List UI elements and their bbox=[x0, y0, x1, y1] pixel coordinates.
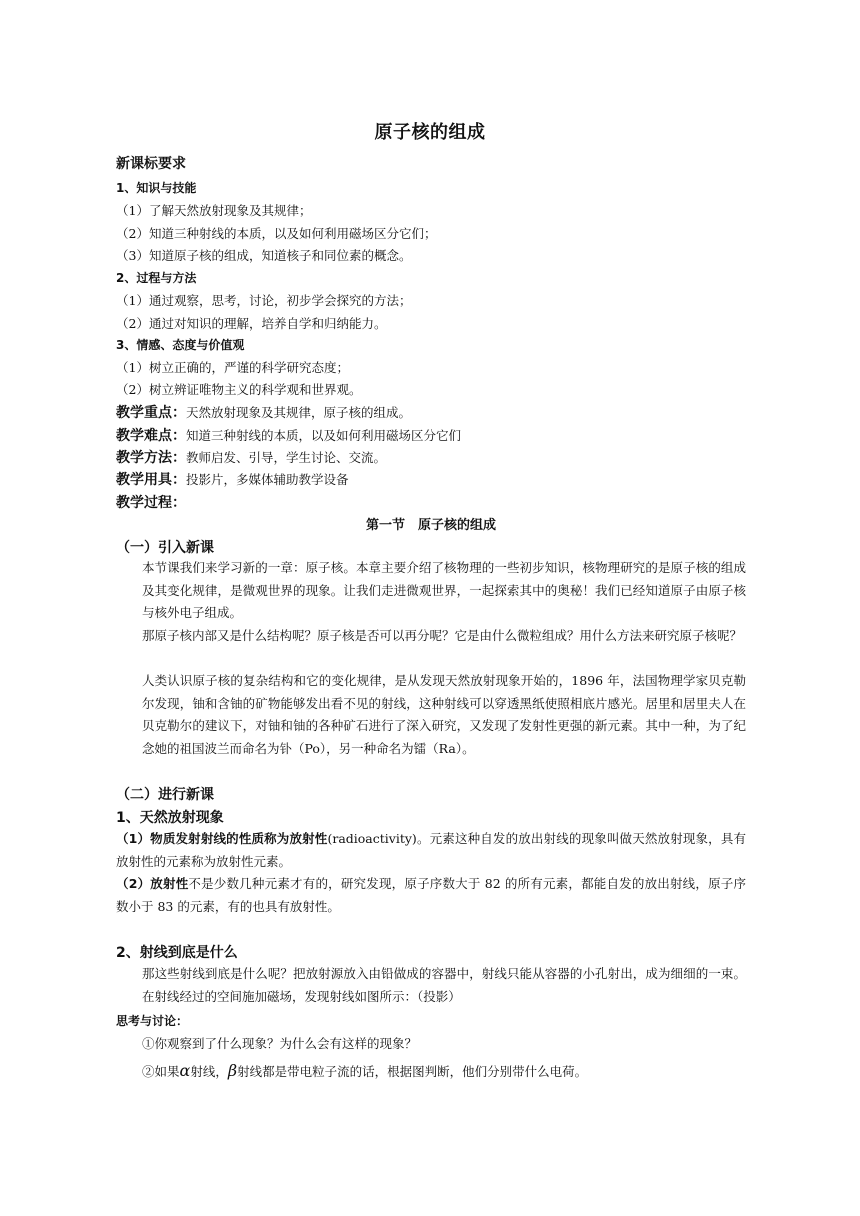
radioactivity-definition-bold: （1）物质发射射线的性质称为放射性 bbox=[116, 831, 328, 846]
knowledge-heading: 1、知识与技能 bbox=[116, 181, 197, 195]
knowledge-item-2: （2）知道三种射线的本质，以及如何利用磁场区分它们； bbox=[116, 226, 437, 241]
intro-paragraph-1: 本节课我们来学习新的一章：原子核。本章主要介绍了核物理的一些初步知识，核物理研究的是原子核的组成及其变化规律，是微观世界的现象。让我们走进微观世界，一起探索其中的奥秘！我们已经知道原子由原子核与核外电子组成。 bbox=[142, 560, 746, 621]
document-title: 原子核的组成 bbox=[374, 122, 486, 143]
question-2-part-b: 射线， bbox=[190, 1064, 228, 1079]
process-label: 教学过程： bbox=[116, 495, 186, 511]
tools-label: 教学用具： bbox=[116, 472, 186, 488]
intro-paragraph-2: 那原子核内部又是什么结构呢？原子核是否可以再分呢？它是由什么微粒组成？用什么方法来研究原子核呢？ bbox=[142, 628, 743, 643]
process-item-2: （2）通过对知识的理解，培养自学和归纳能力。 bbox=[116, 316, 387, 331]
radioactivity-scope-bold: （2）放射性 bbox=[116, 876, 189, 891]
knowledge-item-3: （3）知道原子核的组成，知道核子和同位素的概念。 bbox=[116, 248, 412, 263]
intro-paragraph-3: 人类认识原子核的复杂结构和它的变化规律，是从发现天然放射现象开始的，1896 年，法国物理学家贝克勒尔发现，铀和含铀的矿物能够发出看不见的射线，这种射线可以穿透黑纸使照相底片感光。居里和居里夫人在贝克勒尔的建议下，对铀和铀的各种矿石进行了深入研究，又发现了发射性更强的新元素。其中一种，为了纪念她的祖国波兰而命名为钋（Po），另一种命名为镭（Ra）。 bbox=[142, 673, 746, 756]
new-lesson-heading: （二）进行新课 bbox=[116, 787, 214, 803]
focus-text: 天然放射现象及其规律，原子核的组成。 bbox=[186, 405, 412, 420]
tools-text: 投影片，多媒体辅助教学设备 bbox=[186, 472, 349, 487]
section-title: 第一节 原子核的组成 bbox=[365, 518, 496, 533]
question-2 bbox=[116, 1061, 746, 1080]
intro-heading: （一）引入新课 bbox=[116, 540, 214, 556]
teaching-tools bbox=[116, 469, 746, 489]
method-text: 教师启发、引导，学生讨论、交流。 bbox=[186, 450, 387, 465]
discussion-label: 思考与讨论： bbox=[116, 1014, 189, 1028]
curriculum-heading: 新课标要求 bbox=[116, 156, 186, 172]
process-heading: 2、过程与方法 bbox=[116, 271, 197, 285]
emotion-heading: 3、情感、态度与价值观 bbox=[116, 338, 245, 352]
teaching-difficulty bbox=[116, 425, 746, 445]
rays-heading: 2、射线到底是什么 bbox=[116, 945, 238, 961]
focus-label: 教学重点： bbox=[116, 405, 186, 421]
difficulty-label: 教学难点： bbox=[116, 428, 186, 444]
radioactivity-scope-text: 不是少数几种元素才有的，研究发现，原子序数大于 82 的所有元素，都能自发的放出射线，原子序数小于 83 的元素，有的也具有放射性。 bbox=[116, 876, 746, 914]
alpha-symbol: α bbox=[179, 1061, 191, 1080]
teaching-process bbox=[116, 492, 746, 512]
knowledge-item-1: （1）了解天然放射现象及其规律； bbox=[116, 203, 312, 218]
teaching-focus bbox=[116, 402, 746, 422]
difficulty-text: 知道三种射线的本质，以及如何利用磁场区分它们 bbox=[186, 428, 462, 443]
method-label: 教学方法： bbox=[116, 450, 186, 466]
natural-radiation-heading: 1、天然放射现象 bbox=[116, 810, 224, 826]
question-2-part-c: 射线都是带电粒子流的话，根据图判断，他们分别带什么电荷。 bbox=[237, 1064, 588, 1079]
question-1: ①你观察到了什么现象？为什么会有这样的现象？ bbox=[142, 1036, 418, 1051]
question-2-part-a: ②如果 bbox=[142, 1064, 180, 1079]
teaching-method bbox=[116, 447, 746, 467]
radioactivity-scope bbox=[116, 873, 746, 918]
rays-paragraph: 那这些射线到底是什么呢？把放射源放入由铅做成的容器中，射线只能从容器的小孔射出，成为细细的一束。在射线经过的空间施加磁场，发现射线如图所示：（投影） bbox=[142, 966, 746, 1004]
beta-symbol: β bbox=[227, 1061, 238, 1080]
emotion-item-2: （2）树立辨证唯物主义的科学观和世界观。 bbox=[116, 382, 362, 397]
process-item-1: （1）通过观察，思考，讨论，初步学会探究的方法； bbox=[116, 293, 412, 308]
radioactivity-definition bbox=[116, 828, 746, 873]
emotion-item-1: （1）树立正确的，严谨的科学研究态度； bbox=[116, 360, 349, 375]
radioactivity-definition-text: (radioactivity)。元素这种自发的放出射线的现象叫做天然放射现象，具有放射性的元素称为放射性元素。 bbox=[116, 831, 747, 869]
